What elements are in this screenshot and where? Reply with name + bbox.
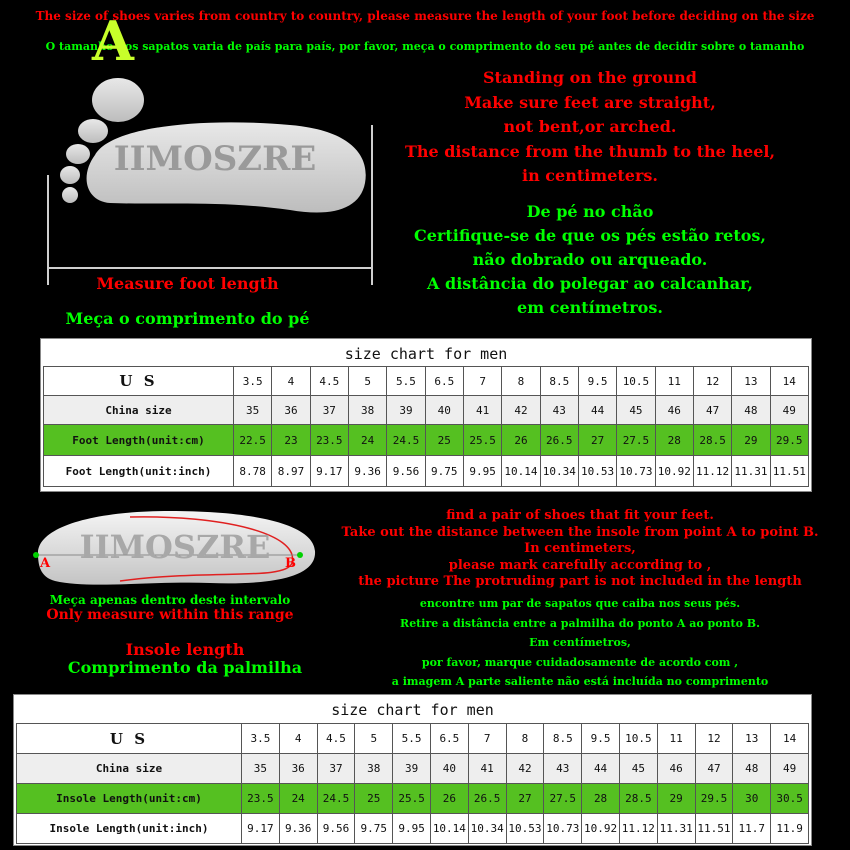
table-cell: 45 [617, 396, 655, 425]
table-cell: 28 [582, 784, 620, 814]
find-instructions-pt [330, 594, 830, 692]
table-cell: 45 [619, 754, 657, 784]
table-cell: 27 [578, 425, 616, 456]
size-table [16, 723, 809, 844]
table-cell: 12 [693, 367, 731, 396]
find-pt-line: por favor, marque cuidadosamente de acordo com , [421, 655, 739, 669]
table-cell: 10.92 [582, 814, 620, 844]
insole-range-pt: Meça apenas dentro deste intervalo [49, 593, 291, 607]
header-line-en: The size of shoes varies from country to country, please measure the length of your foot before deciding on the size [35, 9, 815, 23]
foot-illustration [40, 55, 380, 300]
table-cell: 29 [732, 425, 770, 456]
row-label: China size [17, 754, 242, 784]
table-cell: 7 [468, 724, 506, 754]
table-cell: 49 [770, 396, 808, 425]
insole-logo: IIMOSZRE [79, 528, 271, 566]
table-cell: 11.12 [619, 814, 657, 844]
table-cell: 13 [733, 724, 771, 754]
chart-title: size chart for men [344, 345, 508, 363]
find-instructions-en [320, 508, 840, 591]
row-label: China size [44, 396, 234, 425]
table-cell: 42 [506, 754, 544, 784]
table-cell: 10.73 [617, 456, 655, 487]
find-en-line: please mark carefully according to , [448, 557, 712, 573]
table-cell: 11 [657, 724, 695, 754]
table-cell: 48 [732, 396, 770, 425]
table-cell: 43 [540, 396, 578, 425]
table-cell: 9.56 [387, 456, 425, 487]
table-cell: 11.31 [657, 814, 695, 844]
table-cell: 35 [242, 754, 280, 784]
table-cell: 24 [279, 784, 317, 814]
table-cell: 11 [655, 367, 693, 396]
instruction-pt-line: A distância do polegar ao calcanhar, [427, 274, 753, 293]
table-cell: 37 [310, 396, 348, 425]
table-cell: 22.5 [234, 425, 272, 456]
table-cell: 10.53 [506, 814, 544, 844]
table-cell: 4 [272, 367, 310, 396]
table-cell: 9.5 [578, 367, 616, 396]
table-cell: 9.36 [279, 814, 317, 844]
row-label: U S [17, 724, 242, 754]
table-cell: 8.97 [272, 456, 310, 487]
table-cell: 14 [771, 724, 809, 754]
chart-title: size chart for men [331, 701, 494, 719]
toe-2-shape [78, 119, 108, 143]
instruction-pt-line: em centímetros. [517, 298, 663, 317]
find-en-line: In centimeters, [524, 541, 636, 556]
table-cell: 9.75 [425, 456, 463, 487]
table-cell: 41 [468, 754, 506, 784]
row-label: Foot Length(unit:cm) [44, 425, 234, 456]
table-cell: 8.5 [544, 724, 582, 754]
table-cell: 10.14 [430, 814, 468, 844]
measure-label-pt: Meça o comprimento do pé [65, 309, 310, 328]
table-row [17, 784, 809, 814]
table-cell: 28 [655, 425, 693, 456]
table-cell: 24 [348, 425, 386, 456]
size-table [43, 366, 809, 487]
table-cell: 27.5 [617, 425, 655, 456]
table-cell: 47 [695, 754, 733, 784]
table-cell: 29.5 [695, 784, 733, 814]
table-cell: 39 [387, 396, 425, 425]
table-cell: 9.75 [355, 814, 393, 844]
table-cell: 27 [506, 784, 544, 814]
table-cell: 14 [770, 367, 808, 396]
insole-title-pt: Comprimento da palmilha [67, 658, 303, 677]
table-cell: 43 [544, 754, 582, 784]
table-cell: 24.5 [317, 784, 355, 814]
table-cell: 10.53 [578, 456, 616, 487]
table-cell: 28.5 [693, 425, 731, 456]
table-cell: 23.5 [310, 425, 348, 456]
instruction-pt-line: Certifique-se de que os pés estão retos, [414, 226, 766, 245]
instruction-en-line: The distance from the thumb to the heel, [404, 141, 776, 161]
find-en-line: Take out the distance between the insole from point A to point B. [341, 524, 819, 540]
find-pt-line: encontre um par de sapatos que caiba nos seus pés. [419, 597, 741, 610]
table-cell: 26 [502, 425, 540, 456]
table-cell: 8 [502, 367, 540, 396]
table-cell: 12 [695, 724, 733, 754]
table-row [17, 724, 809, 754]
table-row [44, 396, 809, 425]
instruction-en-line: Standing on the ground [483, 68, 697, 87]
table-cell: 9.95 [393, 814, 431, 844]
table-row [17, 754, 809, 784]
find-pt-line: Retire a distância entre a palmilha do ponto A ao ponto B. [400, 616, 760, 630]
instructions-pt [360, 200, 820, 320]
table-cell: 5.5 [387, 367, 425, 396]
table-cell: 9.56 [317, 814, 355, 844]
table-cell: 41 [463, 396, 501, 425]
insole-title-en: Insole length [125, 640, 245, 659]
table-cell: 42 [502, 396, 540, 425]
table-cell: 46 [657, 754, 695, 784]
table-cell: 26.5 [468, 784, 506, 814]
table-cell: 23.5 [242, 784, 280, 814]
find-en-line: find a pair of shoes that fit your feet. [446, 508, 714, 523]
foot-logo: IIMOSZRE [113, 139, 317, 179]
table-cell: 9.17 [310, 456, 348, 487]
table-cell: 30 [733, 784, 771, 814]
row-label: Foot Length(unit:inch) [44, 456, 234, 487]
insole-point-b: B [285, 556, 296, 571]
insole-range-en: Only measure within this range [46, 607, 294, 623]
table-cell: 11.9 [771, 814, 809, 844]
insole-size-chart [13, 694, 812, 846]
instruction-pt-line: não dobrado ou arqueado. [472, 250, 708, 269]
table-cell: 36 [279, 754, 317, 784]
table-cell: 5.5 [393, 724, 431, 754]
table-cell: 7 [463, 367, 501, 396]
table-row [44, 425, 809, 456]
row-label: Insole Length(unit:cm) [17, 784, 242, 814]
table-cell: 5 [348, 367, 386, 396]
find-pt-line: a imagem A parte saliente não está incluída no comprimento [391, 675, 769, 688]
table-cell: 11.51 [695, 814, 733, 844]
table-cell: 28.5 [619, 784, 657, 814]
table-cell: 44 [578, 396, 616, 425]
big-toe-shape [92, 78, 144, 122]
table-cell: 4.5 [310, 367, 348, 396]
header-line-pt: O tamanho dos sapatos varia de país para país, por favor, meça o comprimento do seu pé antes de decidir sobre o tamanho [45, 40, 805, 53]
table-cell: 6.5 [425, 367, 463, 396]
toe-3-shape [66, 144, 90, 164]
table-cell: 36 [272, 396, 310, 425]
table-cell: 13 [732, 367, 770, 396]
table-cell: 4 [279, 724, 317, 754]
table-cell: 23 [272, 425, 310, 456]
instruction-pt-line: De pé no chão [526, 202, 654, 221]
table-cell: 10.5 [617, 367, 655, 396]
table-row [44, 456, 809, 487]
insole-illustration [30, 503, 320, 593]
table-cell: 25 [355, 784, 393, 814]
table-cell: 11.12 [693, 456, 731, 487]
table-cell: 49 [771, 754, 809, 784]
table-cell: 46 [655, 396, 693, 425]
table-cell: 11.31 [732, 456, 770, 487]
table-cell: 10.5 [619, 724, 657, 754]
table-cell: 39 [393, 754, 431, 784]
table-cell: 26.5 [540, 425, 578, 456]
table-cell: 10.34 [468, 814, 506, 844]
table-cell: 9.36 [348, 456, 386, 487]
table-cell: 10.73 [544, 814, 582, 844]
table-cell: 24.5 [387, 425, 425, 456]
table-row [44, 367, 809, 396]
table-cell: 38 [355, 754, 393, 784]
measure-label-en: Measure foot length [96, 274, 279, 293]
table-cell: 35 [234, 396, 272, 425]
table-cell: 25.5 [463, 425, 501, 456]
table-cell: 8.5 [540, 367, 578, 396]
table-cell: 9.5 [582, 724, 620, 754]
instruction-en-line: in centimeters. [522, 166, 658, 185]
table-cell: 10.14 [502, 456, 540, 487]
point-a-label: A [92, 9, 134, 73]
table-cell: 3.5 [234, 367, 272, 396]
table-cell: 47 [693, 396, 731, 425]
table-cell: 8 [506, 724, 544, 754]
table-cell: 10.34 [540, 456, 578, 487]
table-cell: 27.5 [544, 784, 582, 814]
toe-5-shape [62, 187, 78, 203]
point-a-dot [33, 552, 39, 558]
table-cell: 10.92 [655, 456, 693, 487]
foot-size-chart [40, 338, 812, 492]
row-label: U S [44, 367, 234, 396]
insole-point-a: A [40, 556, 51, 571]
table-cell: 25.5 [393, 784, 431, 814]
table-cell: 48 [733, 754, 771, 784]
table-cell: 9.95 [463, 456, 501, 487]
table-cell: 3.5 [242, 724, 280, 754]
table-cell: 6.5 [430, 724, 468, 754]
instruction-en-line: Make sure feet are straight, [464, 92, 716, 112]
point-b-dot [297, 552, 303, 558]
table-cell: 44 [582, 754, 620, 784]
table-cell: 30.5 [771, 784, 809, 814]
table-cell: 11.7 [733, 814, 771, 844]
table-cell: 11.51 [770, 456, 808, 487]
table-cell: 40 [425, 396, 463, 425]
table-cell: 29.5 [770, 425, 808, 456]
toe-4-shape [60, 166, 80, 184]
table-cell: 8.78 [234, 456, 272, 487]
find-pt-line: Em centímetros, [529, 636, 631, 649]
find-en-line: the picture The protruding part is not included in the length [358, 574, 802, 589]
table-cell: 38 [348, 396, 386, 425]
table-cell: 26 [430, 784, 468, 814]
instructions-en [380, 66, 800, 189]
table-cell: 25 [425, 425, 463, 456]
table-cell: 4.5 [317, 724, 355, 754]
table-cell: 29 [657, 784, 695, 814]
table-cell: 9.17 [242, 814, 280, 844]
table-cell: 5 [355, 724, 393, 754]
table-row [17, 814, 809, 844]
table-cell: 37 [317, 754, 355, 784]
instruction-en-line: not bent,or arched. [503, 117, 677, 136]
row-label: Insole Length(unit:inch) [17, 814, 242, 844]
table-cell: 40 [430, 754, 468, 784]
